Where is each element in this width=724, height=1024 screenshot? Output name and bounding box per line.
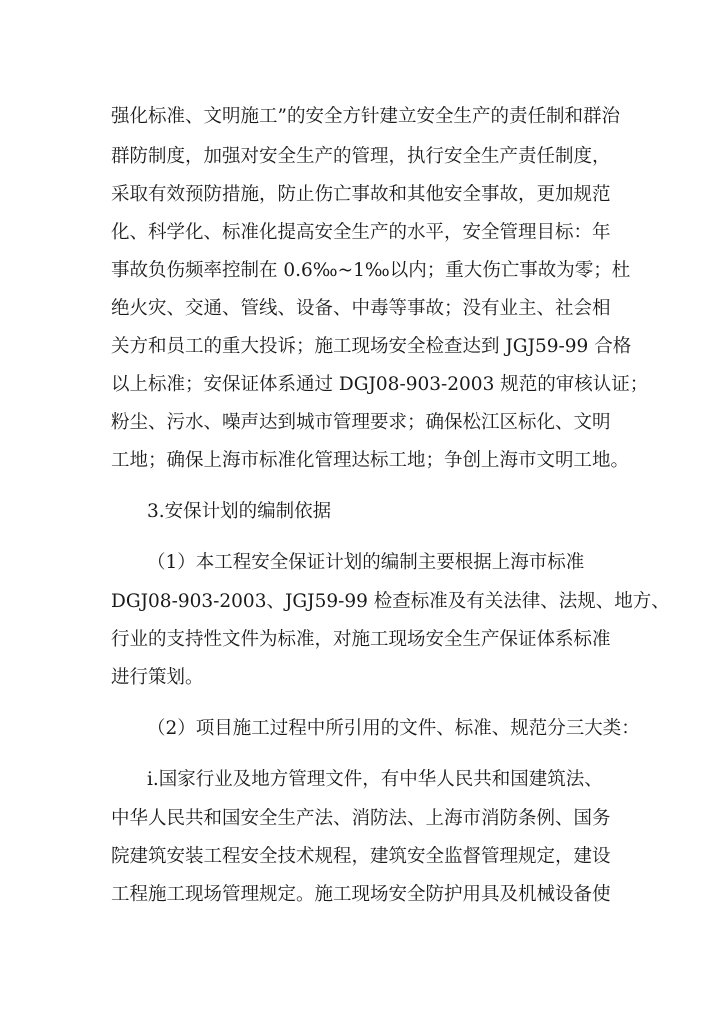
body-text-line: 采取有效预防措施，防止伤亡事故和其他安全事故，更加规范 (111, 184, 611, 205)
body-text-line: DGJ08-903-2003、JGJ59-99 检查标准及有关法律、法规、地方、 (111, 591, 670, 612)
body-text-line: 关方和员工的重大投诉；施工现场安全检查达到 JGJ59-99 合格 (111, 336, 632, 357)
body-text-line: （2）项目施工过程中所引用的文件、标准、规范分三大类： (147, 718, 640, 739)
section-heading: 3.安保计划的编制依据 (147, 501, 332, 522)
body-text-line: 以上标准；安保证体系通过 DGJ08-903-2003 规范的审核认证； (111, 374, 649, 395)
body-text-line: 强化标准、文明施工”的安全方针建立安全生产的责任制和群治 (111, 106, 620, 127)
body-text-line: 中华人民共和国安全生产法、消防法、上海市消防条例、国务 (111, 808, 611, 829)
body-text-line: （1）本工程安全保证计划的编制主要根据上海市标准 (147, 552, 585, 573)
body-text-line: 工程施工现场管理规定。施工现场安全防护用具及机械设备使 (111, 884, 611, 905)
body-text-line: 化、科学化、标准化提高安全生产的水平，安全管理目标：年 (111, 222, 611, 243)
body-text-line: 绝火灾、交通、管线、设备、中毒等事故；没有业主、社会相 (111, 298, 611, 319)
body-text-line: 进行策划。 (111, 667, 204, 688)
body-text-line: 院建筑安装工程安全技术规程，建筑安全监督管理规定，建设 (111, 846, 611, 867)
body-text-line: 群防制度，加强对安全生产的管理，执行安全生产责任制度， (111, 146, 611, 167)
body-text-line: 工地；确保上海市标准化管理达标工地；争创上海市文明工地。 (111, 450, 630, 471)
body-text-line: 粉尘、污水、噪声达到城市管理要求；确保松江区标化、文明 (111, 412, 611, 433)
body-text-line: 事故负伤频率控制在 0.6‰~1‰以内；重大伤亡事故为零；杜 (111, 260, 631, 281)
body-text-line: 行业的支持性文件为标准，对施工现场安全生产保证体系标准 (111, 629, 611, 650)
body-text-line: i.国家行业及地方管理文件，有中华人民共和国建筑法、 (147, 769, 603, 790)
